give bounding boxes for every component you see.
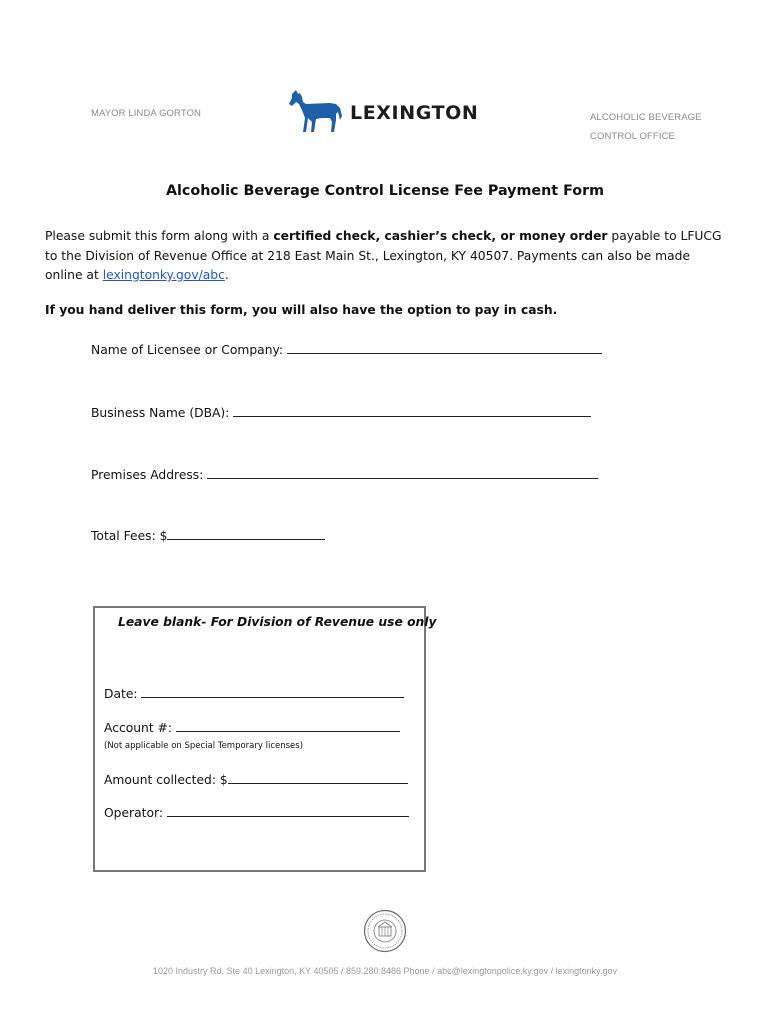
intro-text-3: . — [224, 268, 229, 282]
licensee-input-line[interactable] — [287, 341, 602, 354]
fees-label: Total Fees: $ — [91, 529, 168, 543]
account-input-line[interactable] — [176, 719, 400, 732]
office-use-title: Leave blank- For Division of Revenue use only — [118, 615, 437, 629]
mayor-name: MAYOR LINDA GORTON — [91, 108, 202, 119]
cash-note: If you hand deliver this form, you will also have the option to pay in cash. — [45, 303, 558, 317]
licensee-label: Name of Licensee or Company: — [91, 343, 287, 357]
licensee-field — [91, 341, 602, 357]
office-line-1: ALCOHOLIC BEVERAGE — [590, 112, 702, 123]
date-field — [104, 685, 404, 701]
office-use-box — [93, 606, 426, 872]
office-name — [590, 108, 702, 146]
date-input-line[interactable] — [141, 685, 404, 698]
operator-field — [104, 804, 409, 820]
dba-input-line[interactable] — [233, 404, 591, 417]
fees-input-line[interactable] — [167, 527, 325, 540]
intro-text-2: payable to LFUCG to the Division of Revenue Office at 218 East Main St., Lexington, KY 40507. Payments can also be made online at — [45, 229, 722, 282]
footer-contact: 1020 Industry Rd, Ste 40 Lexington, KY 40505 / 859.280.8486 Phone / abc@lexingtonpolice.ky.gov / lexingtonky.gov — [153, 966, 617, 976]
intro-paragraph — [45, 227, 725, 286]
city-seal-icon — [363, 909, 407, 953]
address-field — [91, 466, 598, 482]
account-label: Account #: — [104, 721, 176, 735]
dba-field — [91, 404, 591, 420]
fees-field — [91, 527, 325, 543]
office-line-2: CONTROL OFFICE — [590, 131, 675, 142]
horse-icon — [286, 88, 346, 136]
intro-bold: certified check, cashier’s check, or money order — [273, 229, 608, 243]
logo-wordmark: LEXINGTON — [350, 102, 479, 124]
address-label: Premises Address: — [91, 468, 208, 482]
operator-label: Operator: — [104, 806, 167, 820]
account-note: (Not applicable on Special Temporary licenses) — [104, 741, 304, 751]
operator-input-line[interactable] — [167, 804, 409, 817]
address-input-line[interactable] — [207, 466, 598, 479]
intro-text-1: Please submit this form along with a — [45, 229, 274, 243]
amount-label: Amount collected: $ — [104, 773, 228, 787]
page-title: Alcoholic Beverage Control License Fee Payment Form — [165, 183, 605, 199]
amount-field — [104, 771, 408, 787]
date-label: Date: — [104, 687, 142, 701]
account-field — [104, 719, 400, 735]
abc-link[interactable]: lexingtonky.gov/abc — [102, 268, 225, 282]
lexington-logo — [286, 88, 496, 136]
amount-input-line[interactable] — [228, 771, 408, 784]
dba-label: Business Name (DBA): — [91, 406, 234, 420]
